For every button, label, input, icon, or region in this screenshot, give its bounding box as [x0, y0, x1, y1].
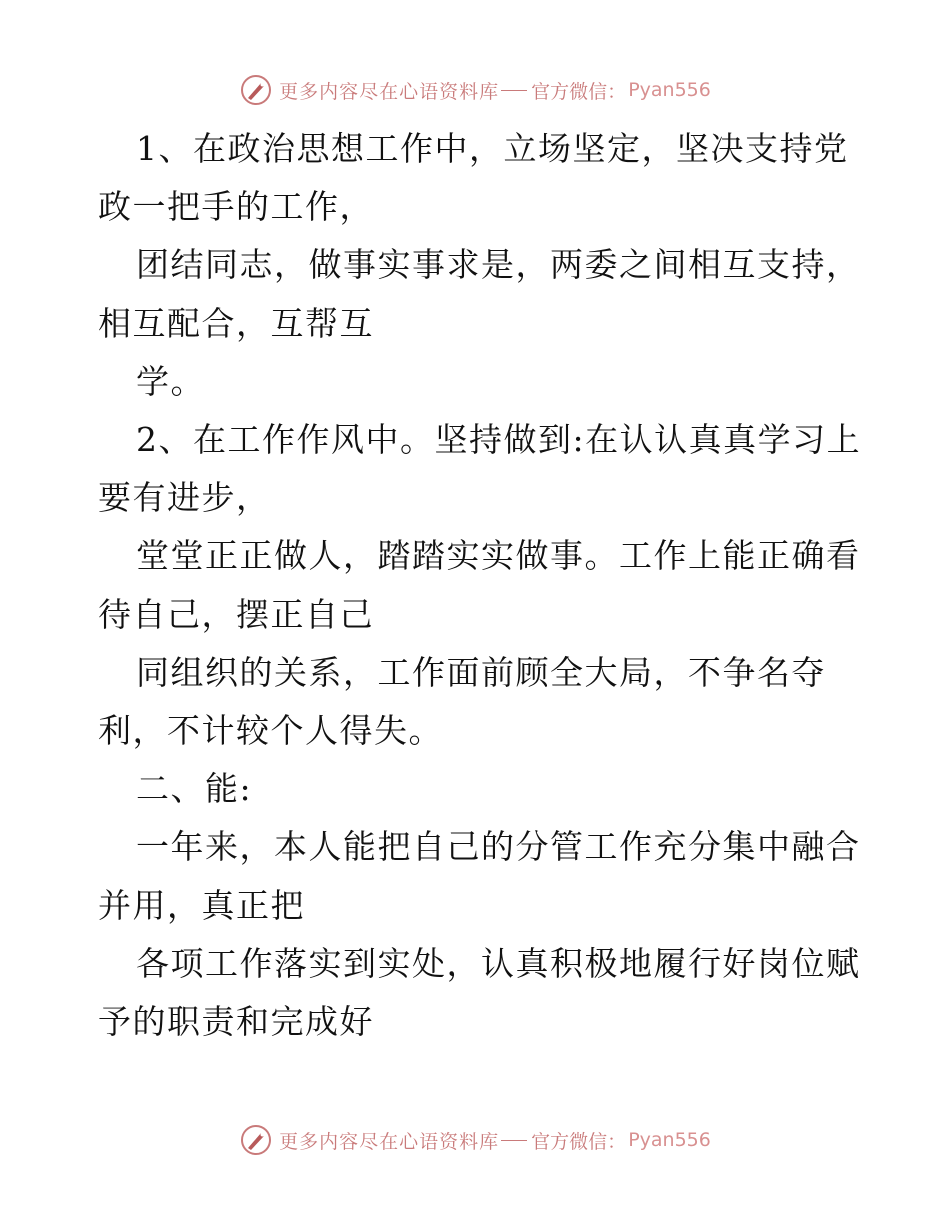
watermark-site-text: 更多内容尽在心语资料库	[279, 1130, 500, 1153]
text-line: 要有进步，	[98, 478, 271, 518]
text-line: 1、在政治思想工作中，立场坚定，坚决支持党	[136, 129, 849, 168]
watermark-wechat-label: 官方微信：	[531, 80, 627, 103]
text-line: 2、在工作作风中。坚持做到:在认认真真学习上	[136, 420, 862, 460]
text-line: 并用，真正把	[98, 885, 305, 925]
watermark-wechat-label: 官方微信：	[531, 1130, 627, 1153]
watermark-wechat-id: Pyan556	[628, 1129, 711, 1151]
footer-watermark	[0, 1120, 950, 1160]
watermark-dash	[501, 90, 527, 91]
text-line: 堂堂正正做人，踏踏实实做事。工作上能正确看	[136, 536, 861, 576]
text-line: 利，不计较个人得失。	[98, 711, 443, 751]
text-line: 各项工作落实到实处，认真积极地履行好岗位赋	[136, 943, 861, 983]
text-line: 相互配合，互帮互	[98, 303, 374, 343]
text-line: 同组织的关系，工作面前顾全大局，不争名夺	[136, 652, 826, 692]
document-body	[98, 120, 862, 1051]
watermark-site-text: 更多内容尽在心语资料库	[279, 80, 500, 103]
text-line: 二、能:	[136, 769, 253, 809]
text-line: 团结同志，做事实事求是，两委之间相互支持，	[136, 245, 861, 285]
watermark-dash	[501, 1140, 527, 1141]
text-line: 予的职责和完成好	[98, 1002, 374, 1042]
text-line: 一年来，本人能把自己的分管工作充分集中融合	[136, 827, 861, 867]
pen-nib-logo-icon	[239, 1123, 273, 1157]
text-line: 学。	[136, 361, 205, 401]
text-line: 政一把手的工作，	[98, 187, 374, 227]
pen-nib-logo-icon	[239, 73, 273, 107]
header-watermark	[0, 70, 950, 110]
text-line: 待自己，摆正自己	[98, 594, 374, 634]
watermark-wechat-id: Pyan556	[628, 79, 711, 101]
